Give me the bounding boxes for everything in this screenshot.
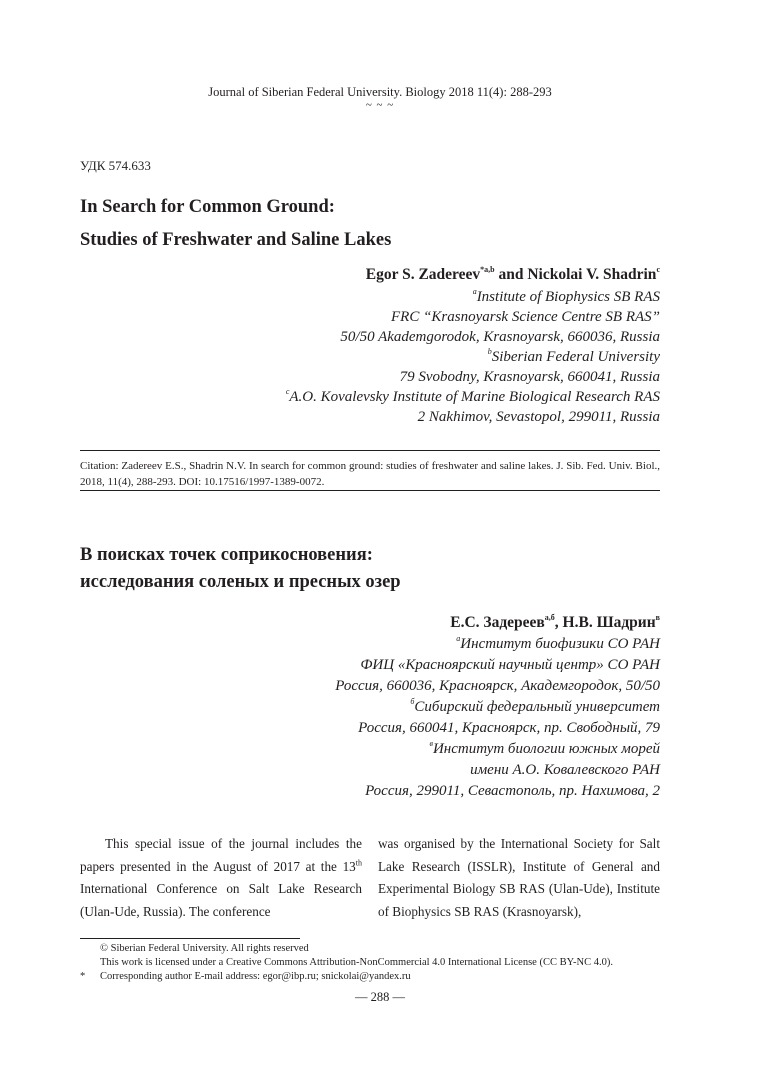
body-paragraph — [80, 833, 362, 923]
affiliation-line — [340, 327, 660, 347]
affiliation-line — [286, 387, 660, 407]
footnote-license: This work is licensed under a Creative Commons Attribution-NonCommercial 4.0 International License (CC BY-NC 4.0). — [100, 957, 613, 968]
title-ru-line1: В поисках точек соприкосновения: — [80, 545, 373, 565]
author-name: Nickolai V. Shadrin — [527, 266, 657, 283]
affiliation-sup: а — [456, 634, 461, 643]
author-name: Н.В. Шадрин — [562, 614, 656, 631]
affiliation-line — [470, 760, 660, 780]
author-sup: *a,b — [480, 264, 495, 274]
citation: Citation: Zadereev E.S., Shadrin N.V. In search for common ground: studies of freshwater and saline lakes. J. Sib. Fed. Univ. Biol., 2018, 11(4), 288-293. DOI: 10.17516/1997-1389-0072. — [80, 460, 660, 488]
footnote-star: * — [80, 971, 86, 982]
authors-ru — [450, 614, 660, 632]
udk-code: УДК 574.633 — [80, 158, 151, 173]
footnote-rule — [80, 938, 300, 939]
affiliation-line — [418, 407, 660, 427]
affiliation-text: Россия, 660036, Красноярск, Академгородок, 50/50 — [335, 678, 660, 694]
affiliation-line — [456, 634, 660, 654]
affiliation-line — [429, 739, 660, 759]
affiliation-text: Россия, 299011, Севастополь, пр. Нахимова, 2 — [365, 783, 660, 799]
affiliation-line — [400, 367, 660, 387]
affiliation-line — [488, 347, 660, 367]
body-text: This special issue of the journal includes the papers presented in the August of 2017 at the 13 — [80, 836, 362, 874]
affiliation-text: A.O. Kovalevsky Institute of Marine Biological Research RAS — [289, 389, 660, 405]
affiliation-sup: в — [429, 739, 433, 748]
ordinal-sup: th — [355, 858, 362, 868]
affiliation-text: Siberian Federal University — [491, 349, 660, 365]
author-sup: в — [655, 612, 660, 622]
journal-header: Journal of Siberian Federal University. Biology 2018 11(4): 288-293 — [208, 85, 552, 99]
affiliation-sup: a — [472, 287, 477, 296]
title-en-line2: Studies of Freshwater and Saline Lakes — [80, 230, 392, 250]
affiliation-line — [410, 697, 660, 717]
affiliation-text: ФИЦ «Красноярский научный центр» СО РАН — [360, 657, 660, 673]
affiliation-line — [360, 655, 660, 675]
header-ornament: ~ ~ ~ — [365, 99, 395, 111]
affiliation-text: 50/50 Akademgorodok, Krasnoyarsk, 660036, Russia — [340, 329, 660, 345]
affiliation-line — [473, 287, 660, 307]
affiliation-line — [365, 781, 660, 801]
author-name: Egor S. Zadereev — [365, 266, 481, 283]
author-sup: а,б — [544, 612, 555, 622]
affiliation-text: 79 Svobodny, Krasnoyarsk, 660041, Russia — [399, 369, 660, 385]
affiliation-line — [391, 307, 660, 327]
author-name: Е.С. Задереев — [450, 614, 545, 631]
authors-en — [366, 266, 660, 284]
page-number: — 288 — — [355, 990, 405, 1004]
body-column-right — [378, 833, 660, 923]
affiliation-text: Институт биологии южных морей — [432, 741, 660, 757]
author-connector: and — [494, 266, 528, 283]
author-sup: c — [656, 264, 660, 274]
affiliation-sup: c — [285, 387, 290, 396]
citation-top-rule — [80, 450, 660, 451]
affiliation-line — [358, 718, 660, 738]
body-column-left — [80, 833, 362, 923]
citation-bottom-rule — [80, 490, 660, 491]
affiliation-text: Россия, 660041, Красноярск, пр. Свободный, 79 — [358, 720, 660, 736]
author-connector: , — [554, 614, 563, 631]
body-paragraph: was organised by the International Society for Salt Lake Research (ISSLR), Institute of General and Experimental Biology SB RAS (Ulan-Ude), Institute of Biophysics SB RAS (Krasnoyarsk), — [378, 836, 660, 919]
affiliation-sup: b — [487, 347, 492, 356]
footnote-copyright: © Siberian Federal University. All rights reserved — [100, 943, 309, 954]
affiliation-sup: б — [410, 697, 415, 706]
footnote-corresponding: Corresponding author E-mail address: egor@ibp.ru; snickolai@yandex.ru — [100, 971, 411, 982]
affiliation-text: FRC “Krasnoyarsk Science Centre SB RAS” — [391, 309, 660, 325]
title-en-line1: In Search for Common Ground: — [80, 197, 335, 217]
body-text: International Conference on Salt Lake Research (Ulan-Ude, Russia). The conference — [80, 881, 362, 919]
affiliation-line — [335, 676, 660, 696]
affiliation-text: Институт биофизики СО РАН — [460, 636, 660, 652]
title-ru-line2: исследования соленых и пресных озер — [80, 572, 401, 592]
affiliation-text: Сибирский федеральный университет — [414, 699, 660, 715]
affiliation-text: 2 Nakhimov, Sevastopol, 299011, Russia — [417, 409, 660, 425]
affiliation-text: имени А.О. Ковалевского РАН — [470, 762, 660, 778]
affiliation-text: Institute of Biophysics SB RAS — [476, 289, 660, 305]
